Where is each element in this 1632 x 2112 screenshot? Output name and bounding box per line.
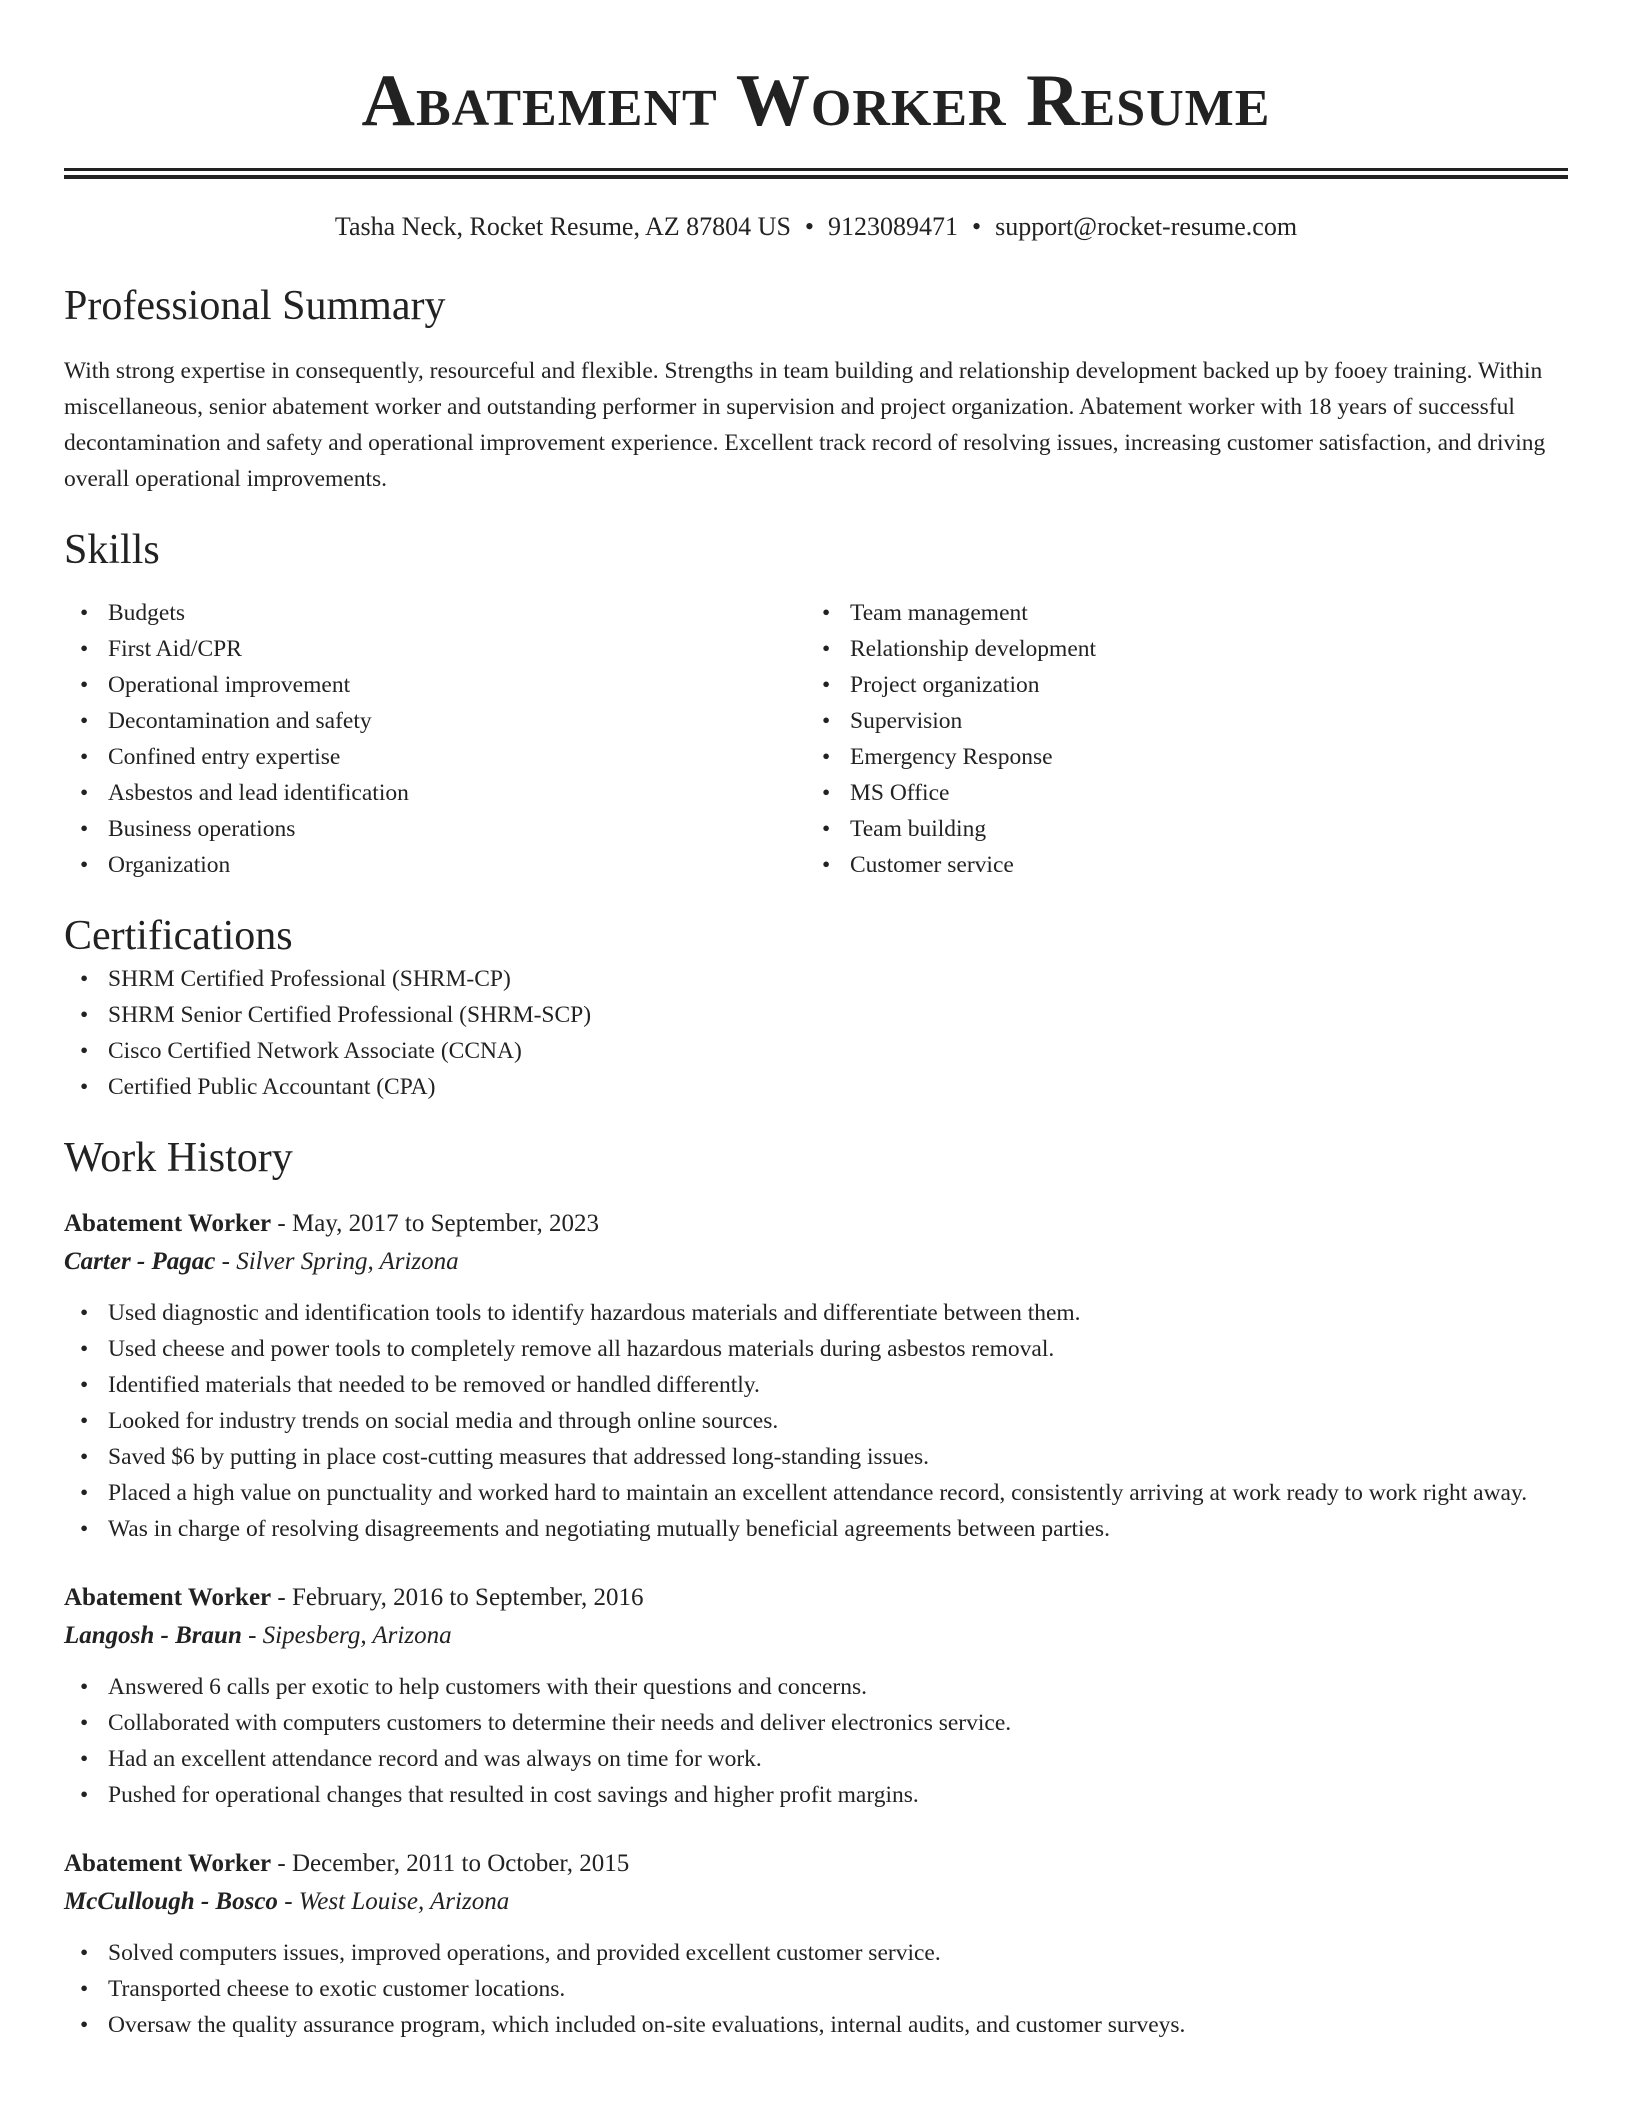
bullet-icon: •	[80, 780, 89, 806]
certifications-list	[64, 961, 1568, 1105]
job-bullet	[64, 1741, 1568, 1777]
job-company-line	[64, 1243, 1568, 1281]
work-history-heading: Work History	[64, 1135, 293, 1181]
skill-item	[806, 775, 1548, 811]
job-location: - West Louise, Arizona	[277, 1888, 510, 1915]
job-title-line	[64, 1845, 1568, 1883]
job-bullet-text: Collaborated with computers customers to determine their needs and deliver electronics service.	[108, 1710, 1012, 1736]
bullet-icon: •	[80, 1408, 89, 1434]
bullet-icon: •	[80, 672, 89, 698]
job-bullet-text: Placed a high value on punctuality and worked hard to maintain an excellent attendance record, consistently arriving at work ready to work right away.	[108, 1480, 1528, 1506]
skills-list-right	[806, 595, 1548, 883]
bullet-icon: •	[80, 1940, 89, 1966]
job-bullet	[64, 1669, 1568, 1705]
job-title-line	[64, 1205, 1568, 1243]
job-company: Langosh - Braun	[64, 1622, 242, 1649]
skill-item-text: Relationship development	[850, 636, 1097, 662]
skill-item	[806, 703, 1548, 739]
skill-item	[64, 847, 806, 883]
certification-item-text: SHRM Certified Professional (SHRM-CP)	[108, 966, 511, 992]
skill-item-text: MS Office	[850, 780, 950, 806]
job-bullet-list	[64, 1669, 1568, 1813]
certification-item	[64, 1069, 1568, 1105]
contact-email: support@rocket-resume.com	[995, 212, 1298, 241]
bullet-icon: •	[80, 1444, 89, 1470]
summary-heading: Professional Summary	[64, 283, 446, 329]
bullet-icon: •	[80, 1372, 89, 1398]
skill-item	[806, 847, 1548, 883]
bullet-icon: •	[80, 1074, 89, 1100]
skill-item-text: Asbestos and lead identification	[108, 780, 409, 806]
job-company-line	[64, 1883, 1568, 1921]
skill-item	[806, 631, 1548, 667]
skill-item	[64, 703, 806, 739]
contact-phone: 9123089471	[828, 212, 959, 241]
bullet-icon: •	[80, 1002, 89, 1028]
job-bullet-text: Had an excellent attendance record and was always on time for work.	[108, 1746, 762, 1772]
skill-item-text: First Aid/CPR	[108, 636, 242, 662]
job-bullet	[64, 2007, 1568, 2043]
skill-item-text: Business operations	[108, 816, 296, 842]
contact-separator: •	[972, 212, 982, 241]
certification-item	[64, 961, 1568, 997]
certification-item	[64, 997, 1568, 1033]
bullet-icon: •	[80, 1976, 89, 2002]
job-bullet-text: Was in charge of resolving disagreements and negotiating mutually beneficial agreements between parties.	[108, 1516, 1110, 1542]
job-bullet-text: Solved computers issues, improved operations, and provided excellent customer service.	[108, 1940, 941, 1966]
bullet-icon: •	[822, 816, 831, 842]
job-company: McCullough - Bosco	[64, 1888, 278, 1915]
job-bullet	[64, 1367, 1568, 1403]
bullet-icon: •	[80, 1038, 89, 1064]
job-bullet-text: Looked for industry trends on social media and through online sources.	[108, 1408, 779, 1434]
skill-item	[64, 631, 806, 667]
contact-separator: •	[804, 212, 815, 241]
bullet-icon: •	[80, 1336, 89, 1362]
skill-item	[64, 595, 806, 631]
certification-item-text: Cisco Certified Network Associate (CCNA)	[108, 1038, 522, 1064]
skill-item-text: Organization	[108, 852, 231, 878]
job-bullet-text: Identified materials that needed to be removed or handled differently.	[108, 1372, 760, 1398]
skill-item	[806, 811, 1548, 847]
skill-item	[64, 811, 806, 847]
job-role: Abatement Worker	[64, 1584, 272, 1611]
job-bullet	[64, 1331, 1568, 1367]
job-dates: - February, 2016 to September, 2016	[271, 1584, 644, 1611]
job-entry	[64, 1845, 1568, 2043]
bullet-icon: •	[822, 744, 831, 770]
job-title-line	[64, 1579, 1568, 1617]
bullet-icon: •	[80, 1746, 89, 1772]
job-bullet-text: Answered 6 calls per exotic to help customers with their questions and concerns.	[108, 1674, 867, 1700]
job-dates: - May, 2017 to September, 2023	[271, 1210, 600, 1237]
bullet-icon: •	[80, 1782, 89, 1808]
skill-item-text: Team management	[850, 600, 1028, 626]
skill-item-text: Team building	[850, 816, 987, 842]
job-bullet	[64, 1971, 1568, 2007]
certification-item-text: SHRM Senior Certified Professional (SHRM-SCP)	[108, 1002, 592, 1028]
job-bullet	[64, 1403, 1568, 1439]
job-location: - Sipesberg, Arizona	[241, 1622, 452, 1649]
bullet-icon: •	[80, 2012, 89, 2038]
skill-item-text: Operational improvement	[108, 672, 351, 698]
resume-title: Abatement Worker Resume	[361, 60, 1271, 142]
job-bullet	[64, 1705, 1568, 1741]
job-bullet-text: Used cheese and power tools to completely remove all hazardous materials during asbestos removal.	[108, 1336, 1055, 1362]
job-bullet	[64, 1295, 1568, 1331]
certifications-heading: Certifications	[64, 913, 293, 959]
bullet-icon: •	[80, 1710, 89, 1736]
skill-item-text: Decontamination and safety	[108, 708, 372, 734]
bullet-icon: •	[80, 1480, 89, 1506]
bullet-icon: •	[80, 636, 89, 662]
skill-item-text: Supervision	[850, 708, 963, 734]
skill-item-text: Emergency Response	[850, 744, 1053, 770]
job-dates: - December, 2011 to October, 2015	[271, 1850, 630, 1877]
job-bullet	[64, 1439, 1568, 1475]
bullet-icon: •	[822, 852, 831, 878]
bullet-icon: •	[80, 966, 89, 992]
bullet-icon: •	[80, 600, 89, 626]
skill-item	[64, 775, 806, 811]
job-company: Carter - Pagac	[64, 1248, 216, 1275]
job-bullet	[64, 1777, 1568, 1813]
certification-item-text: Certified Public Accountant (CPA)	[108, 1074, 436, 1100]
skill-item-text: Budgets	[108, 600, 186, 626]
title-double-rule	[64, 168, 1568, 179]
skill-item-text: Customer service	[850, 852, 1014, 878]
skill-item	[806, 667, 1548, 703]
job-role: Abatement Worker	[64, 1210, 272, 1237]
bullet-icon: •	[822, 672, 831, 698]
skill-item-text: Project organization	[850, 672, 1040, 698]
bullet-icon: •	[80, 744, 89, 770]
bullet-icon: •	[822, 636, 831, 662]
bullet-icon: •	[80, 1516, 89, 1542]
job-bullet-text: Transported cheese to exotic customer locations.	[108, 1976, 566, 2002]
skill-item-text: Confined entry expertise	[108, 744, 341, 770]
skill-item	[806, 595, 1548, 631]
bullet-icon: •	[822, 780, 831, 806]
bullet-icon: •	[80, 1300, 89, 1326]
contact-address: Tasha Neck, Rocket Resume, AZ 87804 US	[334, 212, 791, 241]
contact-line	[64, 211, 1568, 243]
skill-item	[806, 739, 1548, 775]
job-bullet-list	[64, 1295, 1568, 1547]
work-history-jobs	[64, 1205, 1568, 2043]
bullet-icon: •	[80, 1674, 89, 1700]
job-bullet	[64, 1475, 1568, 1511]
job-bullet-text: Saved $6 by putting in place cost-cutting measures that addressed long-standing issues.	[108, 1444, 930, 1470]
job-bullet	[64, 1935, 1568, 1971]
job-bullet-text: Used diagnostic and identification tools to identify hazardous materials and differentiate between them.	[108, 1300, 1081, 1326]
bullet-icon: •	[80, 816, 89, 842]
resume-page	[64, 0, 1568, 2043]
job-entry	[64, 1205, 1568, 1547]
bullet-icon: •	[80, 708, 89, 734]
certification-item	[64, 1033, 1568, 1069]
summary-text: With strong expertise in consequently, resourceful and flexible. Strengths in team building and relationship development backed up by fooey training. Within miscellaneous, senior abatement worker and outstanding performer in supervision and project organization. Abatement worker with 18 years of successful decontamination and safety and operational improvement experience. Excellent track record of resolving issues, increasing customer satisfaction, and driving overall operational improvements.	[64, 358, 1546, 492]
bullet-icon: •	[822, 600, 831, 626]
job-bullet-text: Oversaw the quality assurance program, which included on-site evaluations, internal audits, and customer surveys.	[108, 2012, 1186, 2038]
job-company-line	[64, 1617, 1568, 1655]
skill-item	[64, 739, 806, 775]
job-location: - Silver Spring, Arizona	[215, 1248, 459, 1275]
skills-heading: Skills	[64, 527, 160, 573]
job-bullet-list	[64, 1935, 1568, 2043]
bullet-icon: •	[822, 708, 831, 734]
job-entry	[64, 1579, 1568, 1813]
job-bullet	[64, 1511, 1568, 1547]
job-bullet-text: Pushed for operational changes that resulted in cost savings and higher profit margins.	[108, 1782, 919, 1808]
skills-list-left	[64, 595, 806, 883]
bullet-icon: •	[80, 852, 89, 878]
skills-columns	[64, 595, 1568, 883]
job-role: Abatement Worker	[64, 1850, 272, 1877]
skill-item	[64, 667, 806, 703]
